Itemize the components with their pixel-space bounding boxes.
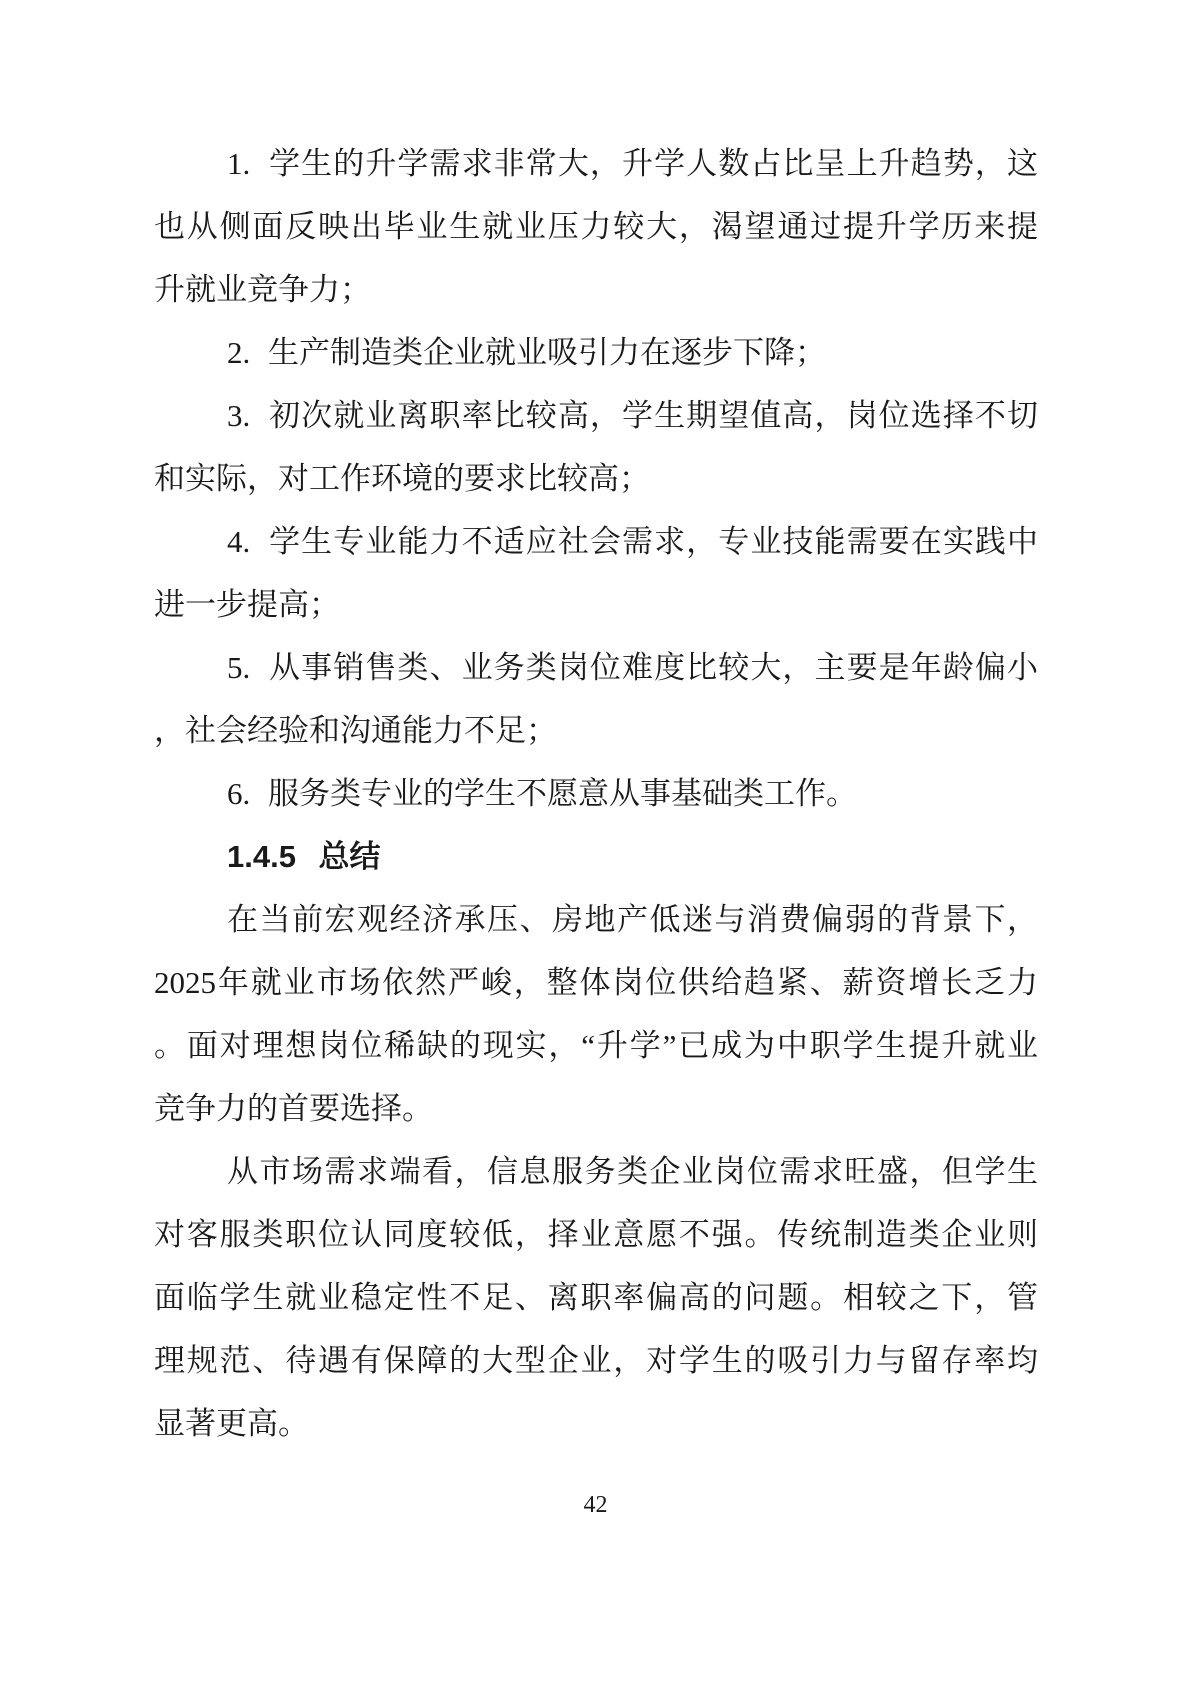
summary-para-1-line-4: 竞争力的首要选择。 bbox=[154, 1091, 433, 1126]
summary-para-2-line-2: 对客服类职位认同度较低，择业意愿不强。传统制造类企业则 bbox=[154, 1217, 1038, 1252]
finding-3-line-2: 和实际，对工作环境的要求比较高； bbox=[154, 461, 650, 496]
finding-3-line-1: 3. 初次就业离职率比较高，学生期望值高，岗位选择不切 bbox=[227, 398, 1038, 433]
finding-5-line-1: 5. 从事销售类、业务类岗位难度比较大，主要是年龄偏小 bbox=[227, 650, 1038, 685]
finding-1-line-2: 也从侧面反映出毕业生就业压力较大，渴望通过提升学历来提 bbox=[154, 209, 1038, 244]
finding-1-line-1: 1. 学生的升学需求非常大，升学人数占比呈上升趋势，这 bbox=[227, 146, 1038, 181]
finding-5-line-2: ，社会经验和沟通能力不足； bbox=[154, 713, 557, 748]
summary-para-2-line-3: 面临学生就业稳定性不足、离职率偏高的问题。相较之下，管 bbox=[154, 1280, 1038, 1315]
summary-para-2-line-1: 从市场需求端看，信息服务类企业岗位需求旺盛，但学生 bbox=[227, 1154, 1038, 1189]
finding-4-line-1: 4. 学生专业能力不适应社会需求，专业技能需要在实践中 bbox=[227, 524, 1038, 559]
finding-6-line-1: 6. 服务类专业的学生不愿意从事基础类工作。 bbox=[227, 776, 857, 811]
page-footer bbox=[0, 1491, 1191, 1519]
finding-1-line-3: 升就业竞争力； bbox=[154, 272, 371, 307]
summary-para-1-line-2: 2025年就业市场依然严峻，整体岗位供给趋紧、薪资增长乏力 bbox=[154, 965, 1038, 1000]
summary-para-1-line-3: 。面对理想岗位稀缺的现实，“升学”已成为中职学生提升就业 bbox=[154, 1028, 1038, 1063]
page-number: 42 bbox=[583, 1492, 608, 1518]
finding-4-line-2: 进一步提高； bbox=[154, 587, 340, 622]
page-content bbox=[154, 132, 1038, 1455]
finding-2-line-1: 2. 生产制造类企业就业吸引力在逐步下降； bbox=[227, 335, 826, 370]
summary-para-2-line-4: 理规范、待遇有保障的大型企业，对学生的吸引力与留存率均 bbox=[154, 1343, 1038, 1378]
summary-para-1-line-1: 在当前宏观经济承压、房地产低迷与消费偏弱的背景下， bbox=[227, 902, 1038, 937]
section-heading: 1.4.5 总结 bbox=[227, 839, 381, 874]
summary-para-2-line-5: 显著更高。 bbox=[154, 1406, 309, 1441]
